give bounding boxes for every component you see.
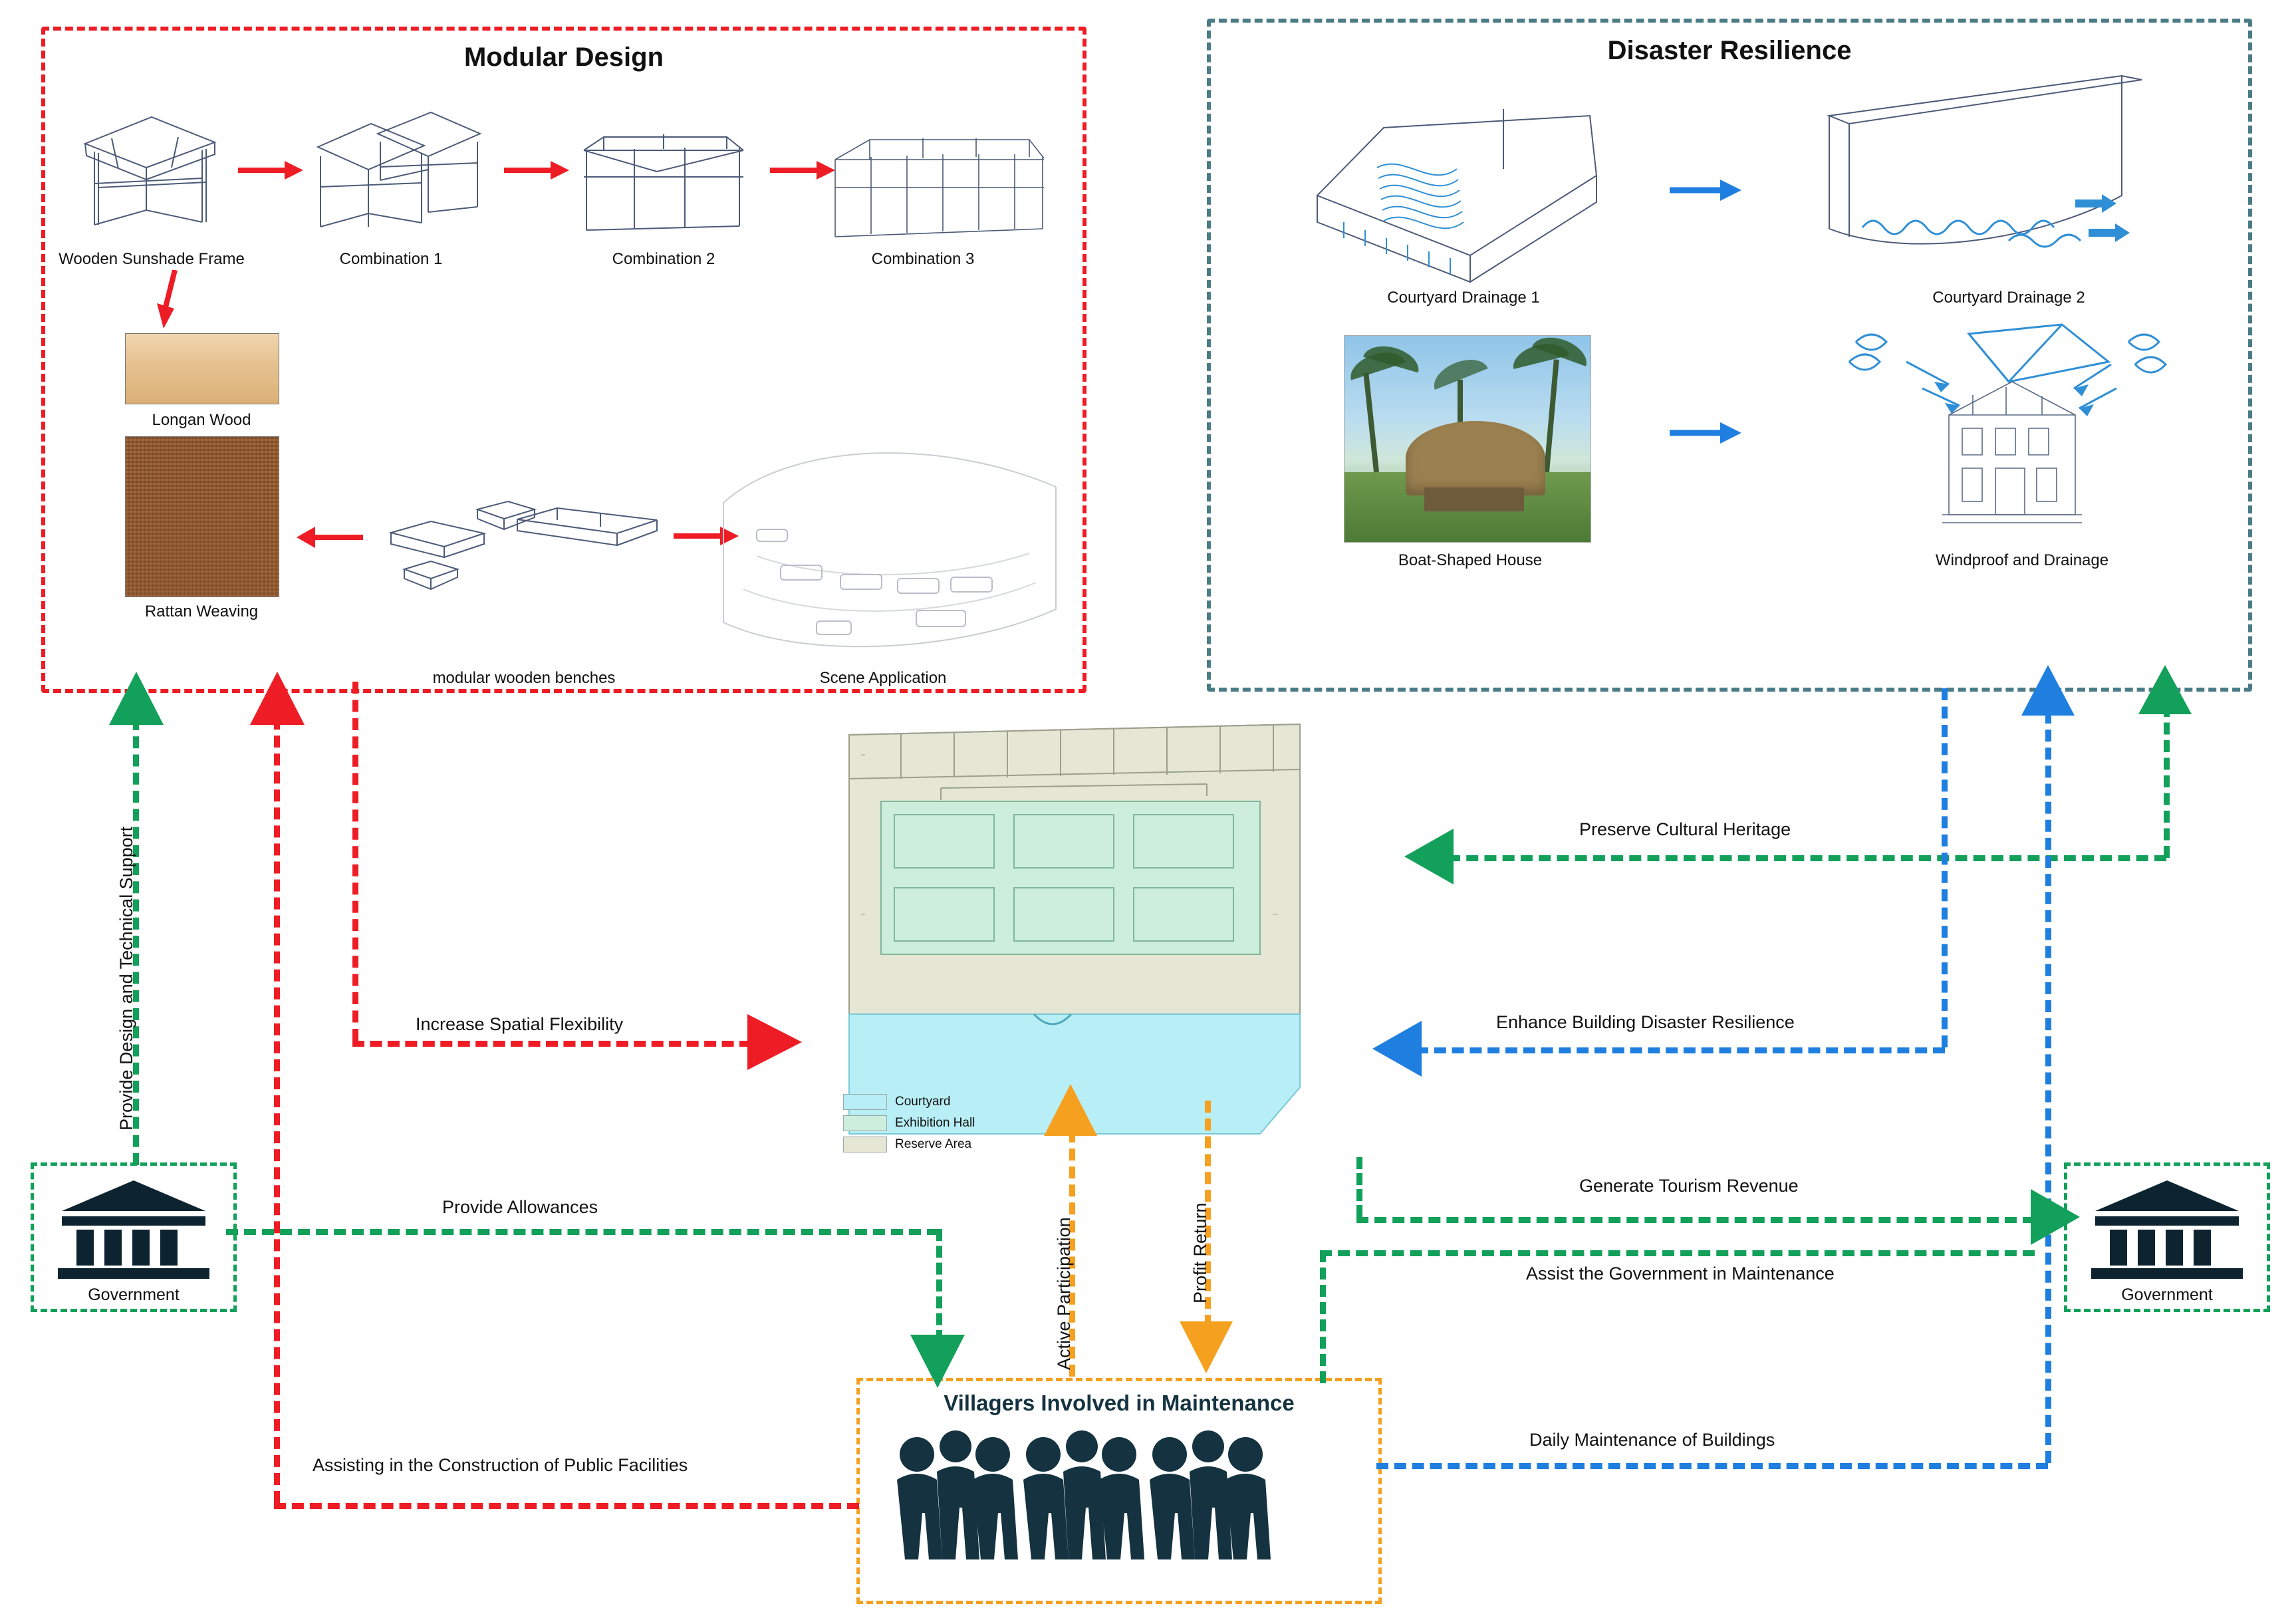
sketch-bench-row (511, 483, 670, 563)
connector-red-left-vertical (274, 682, 280, 1503)
arrowhead-green-left-plan (1403, 829, 1455, 884)
swatch-rattan-weaving (125, 436, 279, 597)
label-assist-construction: Assisting in the Construction of Public Facilities (313, 1455, 688, 1475)
panel-disaster-resilience (1207, 19, 2252, 692)
sketch-combination-2 (577, 110, 750, 243)
arrowhead-red-up (247, 672, 307, 732)
arrow-red-down (152, 270, 191, 333)
legend-item-exhibition-hall (843, 1115, 975, 1131)
caption-courtyard-drainage-2: Courtyard Drainage 2 (1932, 289, 2085, 307)
node-government-left[interactable] (31, 1162, 237, 1312)
connector-red-bottom-horizontal (274, 1503, 859, 1509)
connector-generate-revenue-vertical (1356, 1157, 1362, 1217)
legend-swatch-courtyard (843, 1094, 887, 1110)
panel-modular-design (41, 27, 1086, 693)
label-enhance-resilience: Enhance Building Disaster Resilience (1496, 1012, 1795, 1032)
government-left-label: Government (88, 1285, 180, 1304)
connector-blue-right-vertical (2045, 712, 2051, 1463)
caption-boat-shaped-house: Boat-Shaped House (1398, 551, 1543, 569)
caption-longan-wood: Longan Wood (152, 411, 251, 429)
label-provide-design: Provide Design and Technical Support (116, 826, 136, 1131)
caption-modular-benches: modular wooden benches (432, 669, 616, 687)
sketch-windproof-drainage (1843, 315, 2175, 548)
node-government-right[interactable] (2064, 1162, 2270, 1312)
sketch-combination-1 (311, 100, 484, 240)
connector-enhance-resilience-vertical (1942, 688, 1948, 1047)
connector-daily-maintenance-horizontal (1376, 1463, 2048, 1469)
caption-rattan-weaving: Rattan Weaving (144, 603, 259, 620)
arrowhead-orange-up (1043, 1084, 1098, 1139)
node-villagers[interactable] (856, 1378, 1382, 1604)
villagers-icon (886, 1430, 1352, 1587)
label-increase-flexibility: Increase Spatial Flexibility (416, 1014, 624, 1034)
government-right-label: Government (2121, 1285, 2213, 1304)
arrowhead-green-up-left (106, 672, 166, 732)
arrow-red-left (291, 523, 364, 553)
villagers-label: Villagers Involved in Maintenance (944, 1391, 1295, 1415)
connector-provide-allowances-horizontal (226, 1229, 939, 1235)
connector-assist-maintenance-horizontal (1320, 1250, 2035, 1256)
government-icon-right (2067, 1168, 2267, 1285)
connector-preserve-heritage-vertical (2164, 705, 2170, 858)
arrow-red-2 (504, 157, 571, 187)
connector-increase-flexibility-horizontal (352, 1041, 751, 1047)
caption-combination-3: Combination 3 (871, 250, 975, 268)
connector-increase-flexibility-vertical (352, 682, 358, 1041)
arrow-blue-2 (1670, 418, 1743, 451)
caption-combination-1: Combination 1 (339, 250, 443, 268)
arrowhead-green-up-right (2137, 665, 2193, 718)
legend-swatch-reserve-area (843, 1137, 887, 1152)
legend-label-courtyard: Courtyard (895, 1095, 951, 1109)
connector-assist-maintenance-vertical (1320, 1250, 1326, 1383)
plan-legend (843, 1094, 975, 1158)
connector-provide-allowances-vertical (936, 1229, 942, 1342)
caption-scene-application: Scene Application (819, 669, 947, 687)
legend-item-reserve-area (843, 1137, 975, 1152)
panel-modular-title: Modular Design (463, 43, 664, 72)
arrowhead-green-down-villagers (908, 1333, 967, 1389)
panel-disaster-title: Disaster Resilience (1607, 36, 1852, 65)
caption-combination-2: Combination 2 (612, 250, 715, 268)
legend-item-courtyard (843, 1094, 975, 1110)
legend-swatch-exhibition-hall (843, 1115, 887, 1131)
label-provide-allowances: Provide Allowances (442, 1197, 598, 1217)
sketch-scene-application (717, 423, 1063, 662)
government-icon (34, 1168, 233, 1285)
label-profit-return: Profit Return (1190, 1202, 1210, 1303)
connector-enhance-resilience-horizontal (1416, 1047, 1945, 1053)
arrow-red-3 (770, 157, 836, 187)
caption-wooden-sunshade-frame: Wooden Sunshade Frame (59, 250, 245, 268)
label-preserve-heritage: Preserve Cultural Heritage (1579, 819, 1791, 839)
label-assist-maintenance: Assist the Government in Maintenance (1526, 1264, 1835, 1283)
arrow-red-1 (238, 157, 305, 187)
sketch-courtyard-drainage-1 (1304, 89, 1610, 289)
sketch-courtyard-drainage-2 (1809, 63, 2155, 282)
arrowhead-green-right-gov (2028, 1189, 2081, 1245)
sketch-wooden-sunshade-frame (72, 104, 225, 237)
sketch-combination-3 (830, 124, 1049, 250)
label-daily-maintenance: Daily Maintenance of Buildings (1529, 1430, 1775, 1450)
connector-preserve-heritage-horizontal (1448, 855, 2166, 861)
legend-label-exhibition-hall: Exhibition Hall (895, 1116, 975, 1130)
legend-label-reserve-area: Reserve Area (895, 1137, 972, 1151)
arrowhead-orange-down (1178, 1320, 1234, 1375)
arrowhead-red-right-plan (745, 1014, 805, 1070)
label-active-participation: Active Participation (1054, 1217, 1074, 1370)
caption-windproof-drainage: Windproof and Drainage (1935, 551, 2109, 569)
swatch-longan-wood (125, 333, 279, 404)
photo-boat-shaped-house (1344, 335, 1591, 543)
arrowhead-blue-left-plan (1371, 1021, 1423, 1077)
label-generate-revenue: Generate Tourism Revenue (1579, 1176, 1799, 1196)
caption-courtyard-drainage-1: Courtyard Drainage 1 (1387, 289, 1540, 307)
connector-generate-revenue-horizontal (1356, 1217, 2035, 1223)
arrow-blue-1 (1670, 176, 1743, 208)
